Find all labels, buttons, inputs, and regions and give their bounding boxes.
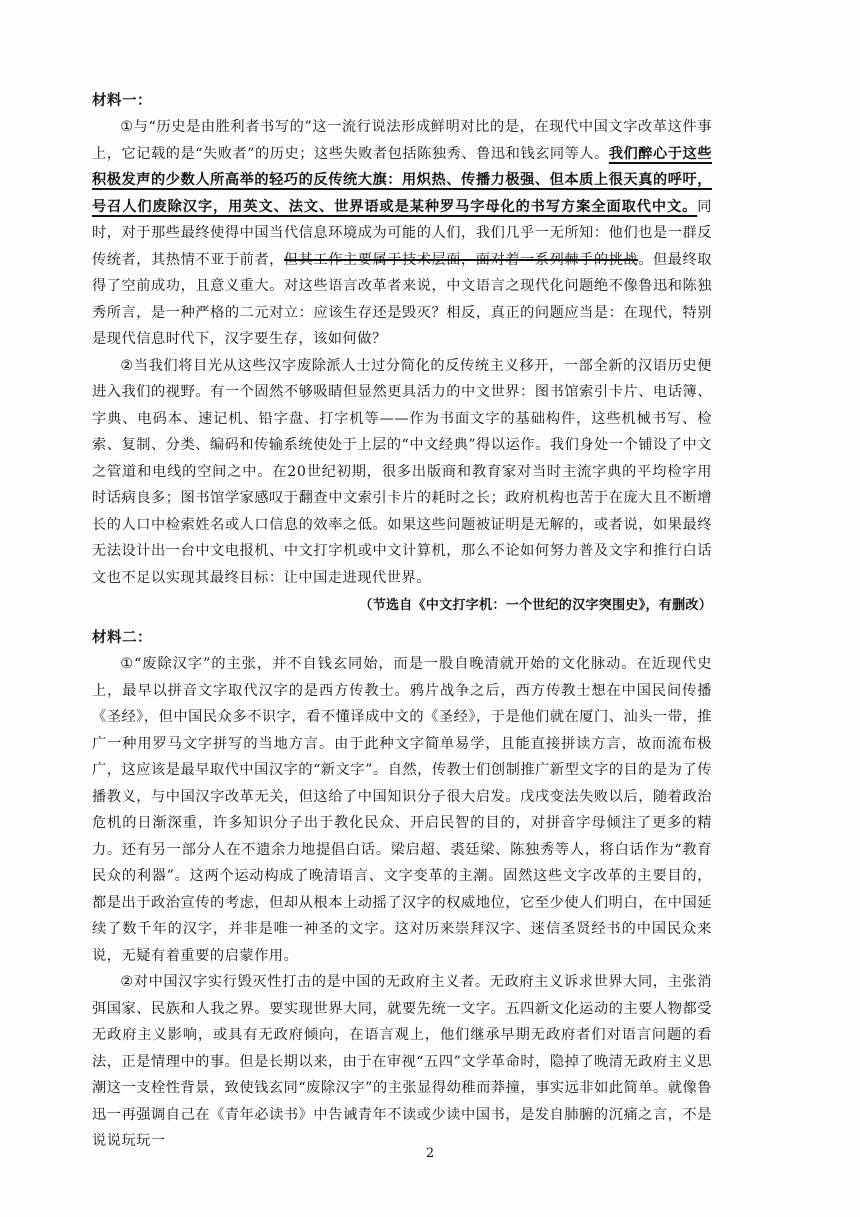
material-two-heading: 材料二： — [92, 630, 152, 646]
page-number: 2 — [425, 1146, 435, 1161]
material-one-paragraph-2 — [92, 353, 712, 592]
source-citation: （节选自《中文打字机：一个世纪的汉字突围史》，有删改） — [359, 598, 712, 613]
paragraph-number: ① — [120, 656, 135, 672]
paragraph-text: 当我们将目光从这些汉字废除派人士过分简化的反传统主义移开，一部全新的汉语历史便进入我们的视野。有一个固然不够吸睛但显然更具活力的中文世界：图书馆索引卡片、电话簿、字典、电码本、速记机、铅字盘、打字机等——作为书面文字的基础构件，这些机械书写、检索、复制、分类、编码和传输系统使处于上层的“中文经典”得以运作。我们身处一个铺设了中文之管道和电线的空间之中。在20世纪初期，很多出版商和教育家对当时主流字典的平均检字用时话病良多；图书馆学家感叹于翻查中文索引卡片的耗时之长；政府机构也苦于在庞大且不断增长的人口中检索姓名或人口信息的效率之低。如果这些问题被证明是无解的，或者说，如果最终无法设计出一台中文电报机、中文打字机或中文计算机，那么不论如何努力普及文字和推行白话文也不足以实现其最终目标：让中国走进现代世界。 — [92, 357, 713, 586]
paragraph-number: ① — [120, 119, 134, 135]
paragraph-text: 。但最终取得了空前成功，且意义重大。对这些语言改革者来说，中文语言之现代化问题绝不像鲁迅和陈独秀所言，是一种严格的二元对立：应该生存还是毁灭？相反，真正的问题应当是：在现代，特别是现代信息时代下，汉字要生存，该如何做？ — [92, 251, 712, 347]
underlined-passage: 我们醉心于这些积极发声的少数人所高举的轻巧的反传统大旗：用炽热、传播力极强、但本质上很天真的呼吁，号召人们废除汉字，用英文、法文、世界语或是某种罗马字母化的书写方案全面取代中文。 — [92, 145, 712, 215]
paragraph-text: “废除汉字”的主张，并不自钱玄同始，而是一股自晚清就开始的文化脉动。在近现代史上，最早以拼音文字取代汉字的是西方传教士。鸦片战争之后，西方传教士想在中国民间传播《圣经》，但中国民众多不识字，看不懂译成中文的《圣经》，于是他们就在厦门、汕头一带，推广一种用罗马文字拼写的当地方言。由于此种文字简单易学，且能直接拼读方言，故而流布极广，这应该是最早取代中国汉字的“新文字”。自然，传教士们创制推广新型文字的目的是为了传播教义，与中国汉字改革无关，但这给了中国知识分子很大启发。戊戌变法失败以后，随着政治危机的日渐深重，许多知识分子出于教化民众、开启民智的目的，对拼音字母倾注了更多的精力。还有另一部分人在不遗余力地提倡白话。梁启超、裘廷梁、陈独秀等人，将白话作为“教育民众的利器”。这两个运动构成了晚清语言、文字变革的主潮。固然这些文字改革的主要目的，都是出于政治宣传的考虑，但却从根本上动摇了汉字的权威地位，它至少使人们明白，在中国延续了数千年的汉字，并非是唯一神圣的文字。这对历来崇拜汉字、迷信圣贤经书的中国民众来说，无疑有着重要的启蒙作用。 — [92, 656, 712, 964]
paragraph-text: 同时，对于那些最终使得中国当代信息环境成为可能的人们，我们几乎一无所知：他们也是一群反传统者，其热情不亚于前者， — [92, 198, 712, 268]
paragraph-number: ② — [120, 357, 134, 374]
paragraph-text: 与“历史是由胜利者书写的”这一流行说法形成鲜明对比的是，在现代中国文字改革这件事上，它记载的是“失败者”的历史；这些失败者包括陈独秀、鲁迅和钱玄同等人。 — [92, 119, 712, 162]
struck-through-passage: 但其工作主要属于技术层面，面对着一系列棘手的挑战 — [283, 251, 639, 268]
material-two-paragraph-1 — [92, 651, 712, 969]
material-two-paragraph-2 — [92, 969, 712, 1155]
paragraph-text: 对中国汉字实行毁灭性打击的是中国的无政府主义者。无政府主义诉求世界大同，主张消弭国家、民族和人我之界。要实现世界大同，就要先统一文字。五四新文化运动的主要人物都受无政府主义影响，或具有无政府倾向，在语言观上，他们继承早期无政府者们对语言问题的看法，正是情理中的事。但是长期以来，由于在审视“五四”文学革命时，隐掉了晚清无政府主义思潮这一支栓性背景，致使钱玄同“废除汉字”的主张显得幼稚而莽撞，事实远非如此简单。就像鲁迅一再强调自己在《青年必读书》中告诫青年不读或少读中国书，是发自肺腑的沉痛之言，不是说说玩玩一 — [92, 974, 713, 1149]
material-one-paragraph-1 — [92, 114, 712, 353]
paragraph-number: ② — [120, 974, 134, 990]
material-one-heading: 材料一： — [92, 93, 152, 109]
page-content — [92, 88, 712, 1155]
